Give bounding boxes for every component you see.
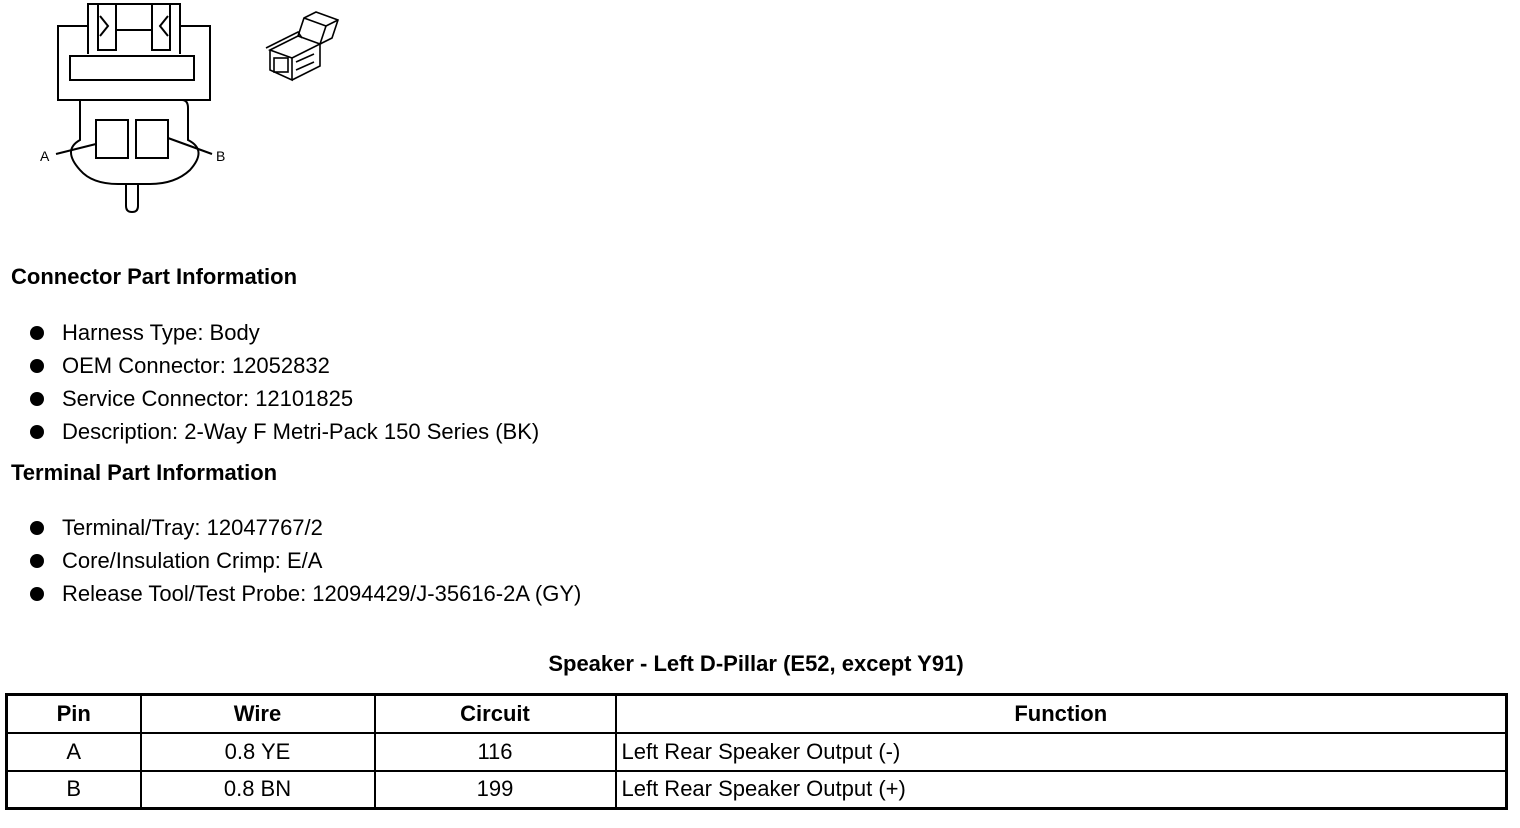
column-header-wire: Wire	[141, 695, 375, 733]
pin-b-callout: B	[216, 148, 226, 164]
cell-circuit: 116	[375, 733, 616, 771]
list-item-text: Description: 2-Way F Metri-Pack 150 Series (BK)	[62, 419, 540, 444]
connector-info-list	[28, 318, 539, 450]
cell-wire: 0.8 YE	[141, 733, 375, 771]
list-item	[28, 351, 539, 384]
list-item-text: OEM Connector: 12052832	[62, 353, 330, 378]
column-header-circuit: Circuit	[375, 695, 616, 733]
connector-face-diagram	[0, 0, 240, 220]
list-item-text: Release Tool/Test Probe: 12094429/J-35616-2A (GY)	[62, 581, 582, 606]
list-item	[28, 579, 581, 612]
table-header-row	[7, 695, 1507, 733]
list-item	[28, 546, 581, 579]
list-item	[28, 318, 539, 351]
list-item	[28, 513, 581, 546]
terminal-info-list	[28, 513, 581, 612]
bullet-icon	[30, 326, 44, 340]
list-item-text: Terminal/Tray: 12047767/2	[62, 515, 323, 540]
bullet-icon	[30, 587, 44, 601]
cell-wire: 0.8 BN	[141, 771, 375, 809]
bullet-icon	[30, 425, 44, 439]
bullet-icon	[30, 392, 44, 406]
bullet-icon	[30, 359, 44, 373]
table-row	[7, 733, 1507, 771]
terminal-info-heading: Terminal Part Information	[11, 460, 278, 485]
list-item-text: Harness Type: Body	[62, 320, 260, 345]
table-title: Speaker - Left D-Pillar (E52, except Y91)	[548, 651, 964, 676]
cell-function: Left Rear Speaker Output (+)	[616, 771, 1507, 809]
cell-function: Left Rear Speaker Output (-)	[616, 733, 1507, 771]
cell-pin: B	[7, 771, 141, 809]
list-item	[28, 417, 539, 450]
connector-isometric-diagram	[258, 0, 348, 90]
cell-pin: A	[7, 733, 141, 771]
table-row	[7, 771, 1507, 809]
pinout-table	[5, 693, 1508, 810]
bullet-icon	[30, 554, 44, 568]
connector-info-heading: Connector Part Information	[11, 264, 298, 289]
pin-a-callout: A	[40, 148, 50, 164]
column-header-function: Function	[616, 695, 1507, 733]
column-header-pin: Pin	[7, 695, 141, 733]
list-item	[28, 384, 539, 417]
list-item-text: Service Connector: 12101825	[62, 386, 354, 411]
list-item-text: Core/Insulation Crimp: E/A	[62, 548, 323, 573]
cell-circuit: 199	[375, 771, 616, 809]
bullet-icon	[30, 521, 44, 535]
